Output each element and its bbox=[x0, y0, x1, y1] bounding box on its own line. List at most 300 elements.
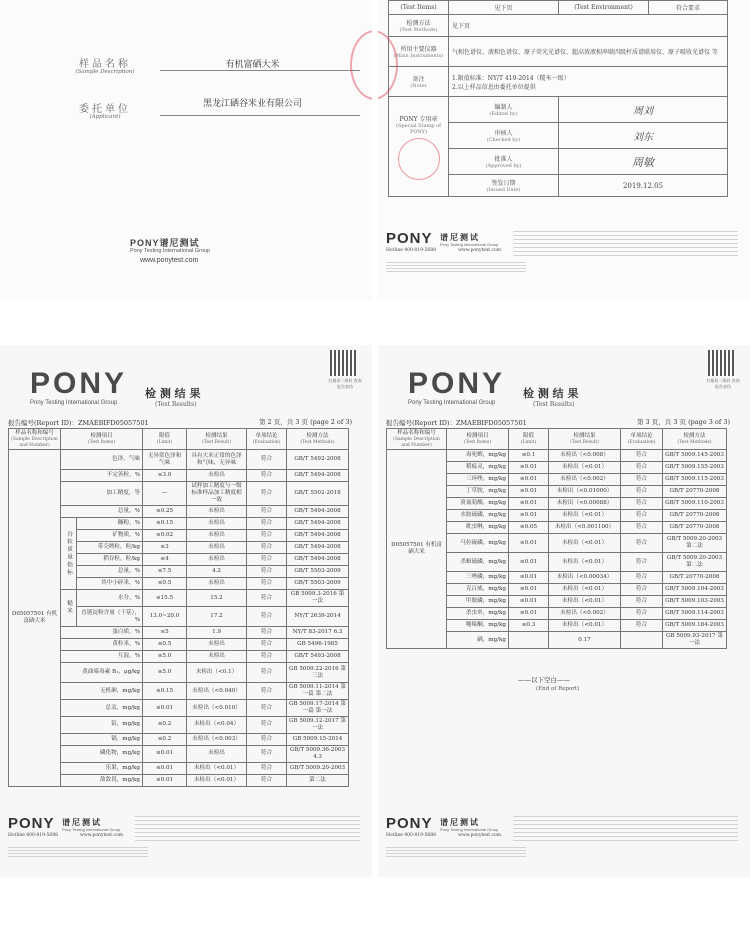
column-header-cn: 限值 bbox=[159, 432, 171, 439]
label-cn: 批准人 bbox=[494, 156, 513, 163]
test-item: 丁草胺，mg/kg bbox=[447, 486, 509, 498]
limit-value: ≤0.01 bbox=[509, 498, 549, 510]
limit-value: ≤0.01 bbox=[509, 608, 549, 620]
evaluation: 符合 bbox=[247, 607, 287, 627]
qr-caption: 扫描看二维码 查询报告真伪 bbox=[328, 378, 362, 389]
page-footer bbox=[378, 813, 750, 873]
page-title: 检 测 结 果 bbox=[523, 387, 579, 400]
column-header bbox=[621, 429, 663, 450]
issued-date-value: 2019.12.05 bbox=[559, 175, 728, 197]
test-item: 镉，mg/kg bbox=[61, 733, 143, 745]
pony-logo-en: Pony Testing International Group bbox=[130, 248, 211, 254]
limit-value: ≤0.01 bbox=[143, 745, 187, 762]
test-method: GB/T 5009.155-2003 bbox=[663, 462, 727, 474]
group-label: 糙米 bbox=[61, 590, 77, 627]
test-result: 15.2 bbox=[187, 590, 247, 607]
pony-brand-logo: PONY bbox=[408, 367, 506, 400]
label-en: (Approved by) bbox=[485, 163, 522, 169]
limit-value bbox=[509, 632, 549, 649]
column-header-en: (Test Result) bbox=[570, 439, 599, 445]
test-method: GB/T 5009.36-2003 4.3 bbox=[287, 745, 349, 762]
page-number: 第 2 页，共 3 页 (page 2 of 3) bbox=[258, 418, 352, 426]
test-item: 克百威，mg/kg bbox=[447, 584, 509, 596]
test-method: GB/T 5494-2008 bbox=[287, 530, 349, 542]
evaluation: 符合 bbox=[621, 510, 663, 522]
column-header-cn: 检测方法 bbox=[683, 432, 706, 439]
test-result: 未检出 bbox=[187, 554, 247, 566]
column-header-en: (Test Items) bbox=[87, 439, 116, 445]
column-header bbox=[247, 429, 287, 450]
limit-value: ≤5.0 bbox=[143, 663, 187, 683]
column-header-en: (Test Methods) bbox=[300, 439, 335, 445]
qr-code bbox=[330, 350, 356, 376]
limit-value: 无异常色泽和气味 bbox=[143, 450, 187, 470]
limit-value: ≤0.01 bbox=[143, 774, 187, 786]
test-item: 无机砷，mg/kg bbox=[61, 683, 143, 700]
test-result: 未检出 bbox=[187, 578, 247, 590]
test-result: 具有大米正常的色泽和气味，无异味 bbox=[187, 450, 247, 470]
test-result: 未检出（<0.01） bbox=[549, 534, 621, 553]
edited-by-label bbox=[449, 97, 559, 123]
report-info-table bbox=[388, 0, 728, 197]
column-header bbox=[447, 429, 509, 450]
test-result: 未检出（<0.00034） bbox=[549, 572, 621, 584]
column-header-en: (Evaluation) bbox=[252, 439, 281, 445]
test-item: 糠粉，% bbox=[77, 518, 143, 530]
limit-value: ≤0.01 bbox=[509, 510, 549, 522]
footer-logo: PONY bbox=[8, 815, 55, 832]
pony-brand-sub: Pony Testing International Group bbox=[408, 400, 496, 406]
test-method: GB/T 5492-2008 bbox=[287, 450, 349, 470]
report-id-label: 报告编号(Report ID)： bbox=[8, 419, 78, 427]
page-footer bbox=[0, 813, 372, 873]
pony-brand-sub: Pony Testing International Group bbox=[30, 400, 118, 406]
footer-logo-cn: 谱尼测试 bbox=[440, 232, 480, 242]
column-header-cn: 限值 bbox=[522, 432, 534, 439]
evaluation: 符合 bbox=[621, 522, 663, 534]
test-method: GB/T 5494-2008 bbox=[287, 506, 349, 518]
column-header-cn: 检测项目 bbox=[90, 432, 113, 439]
test-result: 未检出（<0.002） bbox=[549, 608, 621, 620]
column-header-en: (Evaluation) bbox=[627, 439, 656, 445]
test-result: 未检出 bbox=[187, 745, 247, 762]
test-method: GB 5496-1985 bbox=[287, 639, 349, 651]
evaluation: 符合 bbox=[247, 470, 287, 482]
column-header-en: (Test Methods) bbox=[677, 439, 712, 445]
test-method: GB/T 5493-2008 bbox=[287, 651, 349, 663]
test-item: 互混，% bbox=[61, 651, 143, 663]
evaluation: 符合 bbox=[247, 700, 287, 717]
note-value: 1.限值标准：NY/T 419-2014（糙米一级） 2.以上样品信息由委托单位提供 bbox=[449, 67, 728, 97]
red-seal-stamp bbox=[350, 30, 372, 100]
test-item: 吡虫啉，mg/kg bbox=[447, 522, 509, 534]
label-en: (Issued Date) bbox=[486, 187, 521, 193]
limit-value: ≤0.1 bbox=[509, 450, 549, 462]
test-method: GB 5009.17-2014 第一篇 第一法 bbox=[287, 700, 349, 717]
limit-value: ≤0.01 bbox=[509, 474, 549, 486]
footer-logo-en: Pony Testing International Group bbox=[62, 827, 121, 832]
limit-value: ≤0.5 bbox=[143, 578, 187, 590]
test-method: GB/T 20770-2008 bbox=[663, 572, 727, 584]
limit-value: ≤15.5 bbox=[143, 590, 187, 607]
checked-by-signature: 刘东 bbox=[559, 123, 728, 149]
footer-logo-cn: 谱尼测试 bbox=[62, 817, 102, 827]
evaluation: 符合 bbox=[247, 774, 287, 786]
edited-by-signature: 周刘 bbox=[559, 97, 728, 123]
test-result: 未检出（<0.01） bbox=[549, 596, 621, 608]
test-method: GB/T 20770-2008 bbox=[663, 510, 727, 522]
underline bbox=[160, 115, 360, 116]
test-items-label: (Test Items) bbox=[389, 1, 449, 15]
test-result: 0.17 bbox=[549, 632, 621, 649]
test-result: 未检出（<0.002） bbox=[549, 474, 621, 486]
limit-value: ≤0.3 bbox=[509, 620, 549, 632]
column-header bbox=[549, 429, 621, 450]
limit-value: ≤0.15 bbox=[143, 683, 187, 700]
label-cn: 所用主要仪器 bbox=[400, 46, 437, 53]
footer-hotline: Hotline 400-819-5688 bbox=[8, 833, 58, 838]
test-result: 未检出 bbox=[187, 470, 247, 482]
footer-branch-addresses bbox=[513, 813, 738, 843]
test-result: 未检出 bbox=[187, 518, 247, 530]
label-en: (Note) bbox=[410, 83, 427, 89]
evaluation: 符合 bbox=[247, 530, 287, 542]
label-cn: 审核人 bbox=[494, 130, 513, 137]
test-result: 未检出（<0.040） bbox=[187, 683, 247, 700]
column-header-en: (Limit) bbox=[520, 439, 537, 445]
test-method: GB/T 5503-2009 bbox=[287, 578, 349, 590]
test-item: 稻谷粒，粒/kg bbox=[77, 554, 143, 566]
test-item: 敌敌畏，mg/kg bbox=[61, 774, 143, 786]
test-item: 杀螟硫磷，mg/kg bbox=[447, 553, 509, 572]
website-url: www.ponytest.com bbox=[140, 257, 199, 264]
evaluation: 符合 bbox=[621, 450, 663, 462]
table-row bbox=[387, 450, 727, 462]
test-method: GB/T 5502-2018 bbox=[287, 482, 349, 506]
evaluation: 符合 bbox=[247, 651, 287, 663]
test-method: GB 5009.22-2016 第三法 bbox=[287, 663, 349, 683]
test-result: 未检出 bbox=[187, 542, 247, 554]
test-item: 加工精度，等 bbox=[61, 482, 143, 506]
pony-logo: PONY谱尼测试 bbox=[130, 238, 200, 248]
evaluation: 符合 bbox=[621, 498, 663, 510]
evaluation: 符合 bbox=[247, 566, 287, 578]
end-of-report: ——以下空白—— bbox=[518, 676, 570, 684]
column-header bbox=[187, 429, 247, 450]
test-environment-value: 符合要求 bbox=[649, 1, 728, 15]
limit-value: ≤0.01 bbox=[509, 553, 549, 572]
footer-url: www.ponytest.com bbox=[458, 833, 501, 838]
label-en: (Test Methods) bbox=[399, 27, 438, 33]
applicant-row bbox=[60, 100, 340, 136]
evaluation: 符合 bbox=[247, 762, 287, 774]
group-label: 谷粒质量指标 bbox=[61, 518, 77, 590]
limit-value: ≤0.01 bbox=[143, 700, 187, 717]
page-number: 第 3 页，共 3 页 (page 3 of 3) bbox=[636, 418, 730, 426]
approved-by-signature: 周敏 bbox=[559, 149, 728, 175]
footer-company-address bbox=[386, 260, 526, 274]
test-method: GB/T 5494-2008 bbox=[287, 518, 349, 530]
page-title: 检 测 结 果 bbox=[145, 387, 201, 400]
report-id-value: ZMAEBIFD05057501 bbox=[77, 419, 149, 427]
test-method: GB/T 5009.184-2003 bbox=[663, 620, 727, 632]
evaluation: 符合 bbox=[621, 553, 663, 572]
limit-value: ≤0.01 bbox=[509, 486, 549, 498]
results-table bbox=[8, 428, 349, 787]
evaluation: 符合 bbox=[247, 590, 287, 607]
test-item: 总量，% bbox=[61, 506, 143, 518]
limit-value: ≤3 bbox=[143, 542, 187, 554]
report-id bbox=[8, 418, 149, 427]
footer-url: www.ponytest.com bbox=[80, 833, 123, 838]
test-result: 未检出（<0.01000） bbox=[549, 486, 621, 498]
footer-branch-addresses bbox=[513, 228, 738, 258]
test-result: 试样加工精度与一级标准样品加工精度相一致 bbox=[187, 482, 247, 506]
applicant-label-en: (Applicant) bbox=[89, 114, 121, 120]
test-method: 第二法 bbox=[287, 774, 349, 786]
seal-circle bbox=[398, 138, 440, 180]
test-method: NY/T 83-2017 6.3 bbox=[287, 627, 349, 639]
applicant-label: 委托单位 bbox=[79, 104, 131, 115]
column-header-en: (Test Items) bbox=[463, 439, 492, 445]
test-result: 未检出（<0.008） bbox=[549, 450, 621, 462]
table-row bbox=[9, 450, 349, 470]
limit-value: ≤3.0 bbox=[143, 470, 187, 482]
sample-description-label: 样品名称 bbox=[79, 59, 131, 70]
evaluation: 符合 bbox=[247, 578, 287, 590]
test-result: 未检出（<0.01） bbox=[187, 774, 247, 786]
test-items-value: 见下页 bbox=[449, 1, 559, 15]
test-result: 未检出 bbox=[187, 651, 247, 663]
column-header-cn: 检测方法 bbox=[306, 432, 329, 439]
limit-value: ≤0.01 bbox=[509, 584, 549, 596]
sample-cell: D05057501 有机富硒大米 bbox=[387, 450, 447, 649]
test-item: 其中小碎米，% bbox=[77, 578, 143, 590]
evaluation: 符合 bbox=[247, 554, 287, 566]
column-header bbox=[509, 429, 549, 450]
test-item: 溴氰菊酯，mg/kg bbox=[447, 498, 509, 510]
footer-hotline: Hotline 400-819-5688 bbox=[386, 248, 436, 253]
column-header-en: (Limit) bbox=[156, 439, 173, 445]
label-cn: 备注 bbox=[412, 76, 425, 83]
column-header-cn: 样品名称和编号 bbox=[15, 430, 54, 436]
column-header bbox=[61, 429, 143, 450]
label-en: (Edited by) bbox=[489, 111, 518, 117]
evaluation: 符合 bbox=[621, 584, 663, 596]
label-cn: 检测方法 bbox=[406, 20, 431, 27]
limit-value: ≤0.15 bbox=[143, 518, 187, 530]
column-header-en: (Sample Description and Number) bbox=[11, 436, 58, 448]
footer-logo: PONY bbox=[386, 815, 433, 832]
test-method: GB 5009.15-2014 bbox=[287, 733, 349, 745]
limit-value: — bbox=[143, 482, 187, 506]
test-result: 未检出（<0.1） bbox=[187, 663, 247, 683]
footer-hotline: Hotline 400-819-5688 bbox=[386, 833, 436, 838]
test-item: 水分，% bbox=[77, 590, 143, 607]
test-item: 水胺硫磷，mg/kg bbox=[447, 510, 509, 522]
column-header-cn: 检测项目 bbox=[466, 432, 489, 439]
test-result: 未检出 bbox=[187, 506, 247, 518]
footer-logo-en: Pony Testing International Group bbox=[440, 242, 499, 247]
test-method: GB/T 5009.20-2003 bbox=[287, 762, 349, 774]
test-result: 未检出（<0.01） bbox=[549, 462, 621, 474]
test-item: 马拉硫磷，mg/kg bbox=[447, 534, 509, 553]
test-method: GB/T 5503-2009 bbox=[287, 566, 349, 578]
special-stamp-cell bbox=[389, 97, 449, 197]
evaluation: 符合 bbox=[247, 450, 287, 470]
evaluation: 符合 bbox=[247, 733, 287, 745]
evaluation bbox=[621, 632, 663, 649]
page-footer bbox=[378, 228, 750, 288]
report-signature-page bbox=[378, 0, 750, 300]
instruments-value: 气相色谱仪、液相色谱仪、原子荧光光谱仪、超高效液相串联四级杆质谱联用仪、原子吸收光谱仪 等 bbox=[449, 37, 728, 67]
qr-code bbox=[708, 350, 734, 376]
applicant-value: 黑龙江硒谷米业有限公司 bbox=[202, 99, 302, 109]
test-item: 矿物质，% bbox=[77, 530, 143, 542]
sample-cell: D05057501 有机富硒大米 bbox=[9, 450, 61, 787]
limit-value: ≤5 bbox=[143, 627, 187, 639]
test-item: 黄曲霉毒素 B₁，μg/kg bbox=[61, 663, 143, 683]
label-en: (Checked by) bbox=[486, 137, 521, 143]
results-table bbox=[386, 428, 727, 649]
test-result: 1.9 bbox=[187, 627, 247, 639]
test-method: GB/T 5009.114-2003 bbox=[663, 608, 727, 620]
issued-date-label bbox=[449, 175, 559, 197]
test-method: GB/T 5494-2008 bbox=[287, 542, 349, 554]
test-item: 黄粒米，% bbox=[61, 639, 143, 651]
page-title-en: (Test Results) bbox=[533, 401, 575, 408]
limit-value: ≤0.25 bbox=[143, 506, 187, 518]
test-methods-value: 见下页 bbox=[449, 15, 728, 37]
test-method: GB 5009.11-2014 第一篇 第二法 bbox=[287, 683, 349, 700]
qr-caption: 扫描看二维码 查询报告真伪 bbox=[706, 378, 740, 389]
column-header-en: (Test Result) bbox=[202, 439, 231, 445]
evaluation: 符合 bbox=[247, 506, 287, 518]
test-result: 未检出（<0.003） bbox=[187, 733, 247, 745]
stamp-label-en: (Special Stamp of PONY) bbox=[396, 122, 441, 135]
report-id-value: ZMAEBIFD05057501 bbox=[455, 419, 527, 427]
report-cover-page bbox=[0, 0, 372, 300]
test-method: GB/T 5009.115-2003 bbox=[663, 474, 727, 486]
limit-value: ≤0.2 bbox=[143, 716, 187, 733]
test-method: GB/T 5494-2008 bbox=[287, 554, 349, 566]
limit-value: 13.0~20.0 bbox=[143, 607, 187, 627]
evaluation: 符合 bbox=[247, 683, 287, 700]
test-item: 杀虫单，mg/kg bbox=[447, 608, 509, 620]
evaluation: 符合 bbox=[621, 486, 663, 498]
footer-logo-cn: 谱尼测试 bbox=[440, 817, 480, 827]
test-method: GB 5009.93-2017 第一法 bbox=[663, 632, 727, 649]
test-item: 总汞，mg/kg bbox=[61, 700, 143, 717]
label-cn: 编制人 bbox=[494, 104, 513, 111]
test-environment-label: (Test Environment) bbox=[559, 1, 649, 15]
evaluation: 符合 bbox=[621, 596, 663, 608]
test-item: 三唑磷，mg/kg bbox=[447, 572, 509, 584]
test-item: 毒死蜱，mg/kg bbox=[447, 450, 509, 462]
label-cn: 签发日期 bbox=[491, 180, 516, 187]
evaluation: 符合 bbox=[247, 745, 287, 762]
test-method: GB/T 5009.103-2003 bbox=[663, 596, 727, 608]
test-results-page-2 bbox=[0, 345, 372, 877]
limit-value: ≤0.01 bbox=[509, 596, 549, 608]
end-of-report-en: (End of Report) bbox=[536, 686, 580, 692]
evaluation: 符合 bbox=[247, 639, 287, 651]
test-item: 带壳稗粒，粒/kg bbox=[77, 542, 143, 554]
limit-value: ≤7.5 bbox=[143, 566, 187, 578]
pony-brand-logo: PONY bbox=[30, 367, 128, 400]
test-result: 未检出（<0.001100） bbox=[549, 522, 621, 534]
test-result: 未检出（<0.01） bbox=[549, 620, 621, 632]
test-item: 铅，mg/kg bbox=[61, 716, 143, 733]
test-item: 乐果，mg/kg bbox=[61, 762, 143, 774]
evaluation: 符合 bbox=[621, 534, 663, 553]
report-id-label: 报告编号(Report ID)： bbox=[386, 419, 456, 427]
stamp-label: PONY 专用章 bbox=[399, 115, 438, 123]
test-method: GB 5009.3-2016 第一法 bbox=[287, 590, 349, 607]
test-method: GB/T 5009.20-2003 第二法 bbox=[663, 534, 727, 553]
test-item: 蛋白质，% bbox=[61, 627, 143, 639]
test-method: GB 5009.12-2017 第一法 bbox=[287, 716, 349, 733]
column-header bbox=[9, 429, 61, 450]
test-result: 未检出 bbox=[187, 530, 247, 542]
test-result: 未检出（<0.01） bbox=[187, 762, 247, 774]
column-header bbox=[143, 429, 187, 450]
test-item: 噻嗪酮，mg/kg bbox=[447, 620, 509, 632]
test-result: 未检出（<0.010） bbox=[187, 700, 247, 717]
limit-value: ≤0.2 bbox=[143, 733, 187, 745]
footer-branch-addresses bbox=[135, 813, 360, 843]
report-id bbox=[386, 418, 527, 427]
column-header-cn: 检测结果 bbox=[205, 432, 228, 439]
evaluation: 符合 bbox=[621, 474, 663, 486]
underline bbox=[160, 70, 360, 71]
limit-value: ≤4 bbox=[143, 554, 187, 566]
evaluation: 符合 bbox=[621, 620, 663, 632]
evaluation: 符合 bbox=[621, 608, 663, 620]
test-method: GB/T 5009.20-2003 第二法 bbox=[663, 553, 727, 572]
limit-value: ≤0.5 bbox=[143, 639, 187, 651]
label-en: (Main Instruments) bbox=[393, 53, 444, 59]
test-methods-label bbox=[389, 15, 449, 37]
sample-description-value: 有机富硒大米 bbox=[225, 60, 280, 70]
test-result: 未检出（<0.01） bbox=[549, 553, 621, 572]
test-result: 4.2 bbox=[187, 566, 247, 578]
test-item: 稻瘟灵，mg/kg bbox=[447, 462, 509, 474]
column-header-cn: 样品名称和编号 bbox=[397, 430, 436, 436]
footer-logo-en: Pony Testing International Group bbox=[440, 827, 499, 832]
limit-value: ≤5.0 bbox=[143, 651, 187, 663]
column-header bbox=[287, 429, 349, 450]
column-header bbox=[663, 429, 727, 450]
test-method: GB/T 5009.110-2003 bbox=[663, 498, 727, 510]
test-item: 甲胺磷，mg/kg bbox=[447, 596, 509, 608]
test-result: 未检出（<0.00088） bbox=[549, 498, 621, 510]
evaluation: 符合 bbox=[621, 462, 663, 474]
test-item: 直链淀粉含量（干基），% bbox=[77, 607, 143, 627]
test-result: 未检出（<0.01） bbox=[549, 584, 621, 596]
column-header-cn: 检测结果 bbox=[573, 432, 596, 439]
test-item: 磷化物，mg/kg bbox=[61, 745, 143, 762]
footer-url: www.ponytest.com bbox=[458, 248, 501, 253]
test-item: 三环唑，mg/kg bbox=[447, 474, 509, 486]
test-method: GB/T 5009.104-2003 bbox=[663, 584, 727, 596]
evaluation: 符合 bbox=[247, 482, 287, 506]
footer-company-address bbox=[8, 845, 148, 859]
test-method: GB/T 20770-2008 bbox=[663, 486, 727, 498]
test-method: GB/T 20770-2008 bbox=[663, 522, 727, 534]
test-item: 硒，mg/kg bbox=[447, 632, 509, 649]
evaluation: 符合 bbox=[247, 663, 287, 683]
